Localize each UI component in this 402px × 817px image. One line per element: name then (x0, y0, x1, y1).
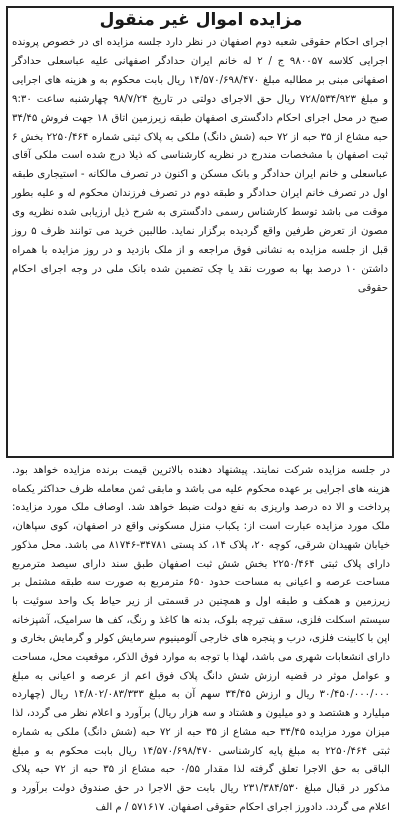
notice-paragraph-1: اجرای احکام حقوقی شعبه دوم اصفهان در نظر دارد جلسه مزایده ای در خصوص پرونده اجرایی کلاسه ۹۸۰۰۵۷ ج / ۲ له خانم ایران حدادگر اصفهانی علیه عباسعلی حدادگر اصفهانی مبنی بر مطالبه مبلغ ۱۴/۵۷۰/۶۹۸/۴۷۰ ریال بابت محکوم به و هزینه های اجرایی و مبلغ ۷۲۸/۵۳۴/۹۲۳ ریال حق الاجرای دولتی در تاریخ ۹۸/۷/۲۴ چهارشنبه ساعت ۹:۳۰ صبح در محل اجرای احکام دادگستری اصفهان طبقه زیرزمین اتاق ۱۸ جهت فروش ۳۴/۴۵ حبه مشاع از ۳۵ حبه از ۷۲ حبه (شش دانگ) ملکی به پلاک ثبتی شماره ۲۲۵۰/۴۶۴ بخش ۶ ثبت اصفهان با مشخصات مندرج در نظریه کارشناسی که ذیلا درج شده است ملکی آقای عباسعلی و خانم ایران حدادگر و بانک مسکن و اکنون در تصرف مالکانه - استیجاری طبقه اول در تصرف خانم ایران حدادگر و طبقه دوم در تصرف فرزندان محکوم له و علیه بطور موقت می باشد توسط کارشناس رسمی دادگستری به شرح ذیل ارزیابی شده نظریه وی مصون از تعرض طرفین واقع گردیده برگزار نماید. طالبین خرید می توانند ظرف ۵ روز قبل از جلسه مزایده به نشانی فوق مراجعه و از ملک بازدید و در روز مزایده با همراه داشتن ۱۰ درصد بها به صورت نقد یا چک تضمین شده بانک ملی در وجه اجرای احکام حقوقی (12, 37, 389, 294)
notice-paragraph-2: در جلسه مزایده شرکت نمایند. پیشنهاد دهنده بالاترین قیمت برنده مزایده خواهد بود. هزینه های اجرایی بر عهده محکوم علیه می باشد و مابقی ثمن معامله ظرف حداکثر یکماه پرداخت و الا ده درصد واریزی به نفع دولت ضبط خواهد شد. اوصاف ملک مورد مزایده: ملک مورد مزایده عبارت است از: یکباب منزل مسکونی واقع در اصفهان، کوی سپاهان، خیابان شهیدان شرقی، کوچه ۲۰، پلاک ۱۴، کد پستی ۳۴۷۸۱-۸۱۷۴۶ می باشد. محل مذکور دارای پلاک ثبتی ۲۲۵۰/۴۶۴ بخش شش ثبت اصفهان طبق سند دارای سیصد مترمربع مساحت عرصه و اعیانی به مساحت حدود ۶۵۰ مترمربع به صورت سه طبقه مشتمل بر زیرزمین و همکف و طبقه اول و همچنین در قسمتی از زیر حیاط یک واحد سوئیت با سیستم اسکلت فلزی، سقف تیرچه بلوک، بدنه ها کاغذ و رنگ، کف ها سرامیک، آشپزخانه اپن با کابینت فلزی، درب و پنجره های خارجی آلومینیوم سرمایش کولر و گرمایش بخاری و دارای انشعابات شهری می باشد، لهذا با توجه به موارد فوق الذکر، موقعیت محل، مساحت و عوامل موثر در قضیه ارزش شش دانگ پلاک فوق اعم از عرصه و اعیانی به مبلغ ۳۰/۴۵۰/۰۰۰/۰۰۰ ریال و ارزش ۳۴/۴۵ سهم آن به مبلغ ۱۴/۸۰۲/۰۸۳/۳۳۳ ریال (چهارده میلیارد و هشتصد و دو میلیون و هشتاد و سه هزار ریال) برآورد و اعلام نظر می گردد، لذا میزان مورد مزایده ۳۴/۴۵ حبه مشاع از ۳۵ حبه از ۷۲ حبه (شش دانگ) ملکی به شماره ثبتی ۲۲۵۰/۴۶۴ به مبلغ پایه کارشناسی ۱۴/۵۷۰/۶۹۸/۴۷۰ ریال بابت محکوم به و مبلغ الباقی به حق الاجرا تعلق گرفته لذا مقدار ۰/۵۵ حبه مشاع از ۳۵ حبه از ۷۲ حبه پلاک مذکور در قبال مبلغ ۲۳۱/۳۸۴/۵۳۰ ریال بابت حق الاجرا در حق صندوق دولت برآورد و اعلام می گردد. دادورز اجرای احکام حقوقی اصفهان. ۵۷۱۶۱۷ / م الف (12, 465, 391, 813)
notice-title: مزایده اموال غیر منقول (99, 10, 303, 30)
